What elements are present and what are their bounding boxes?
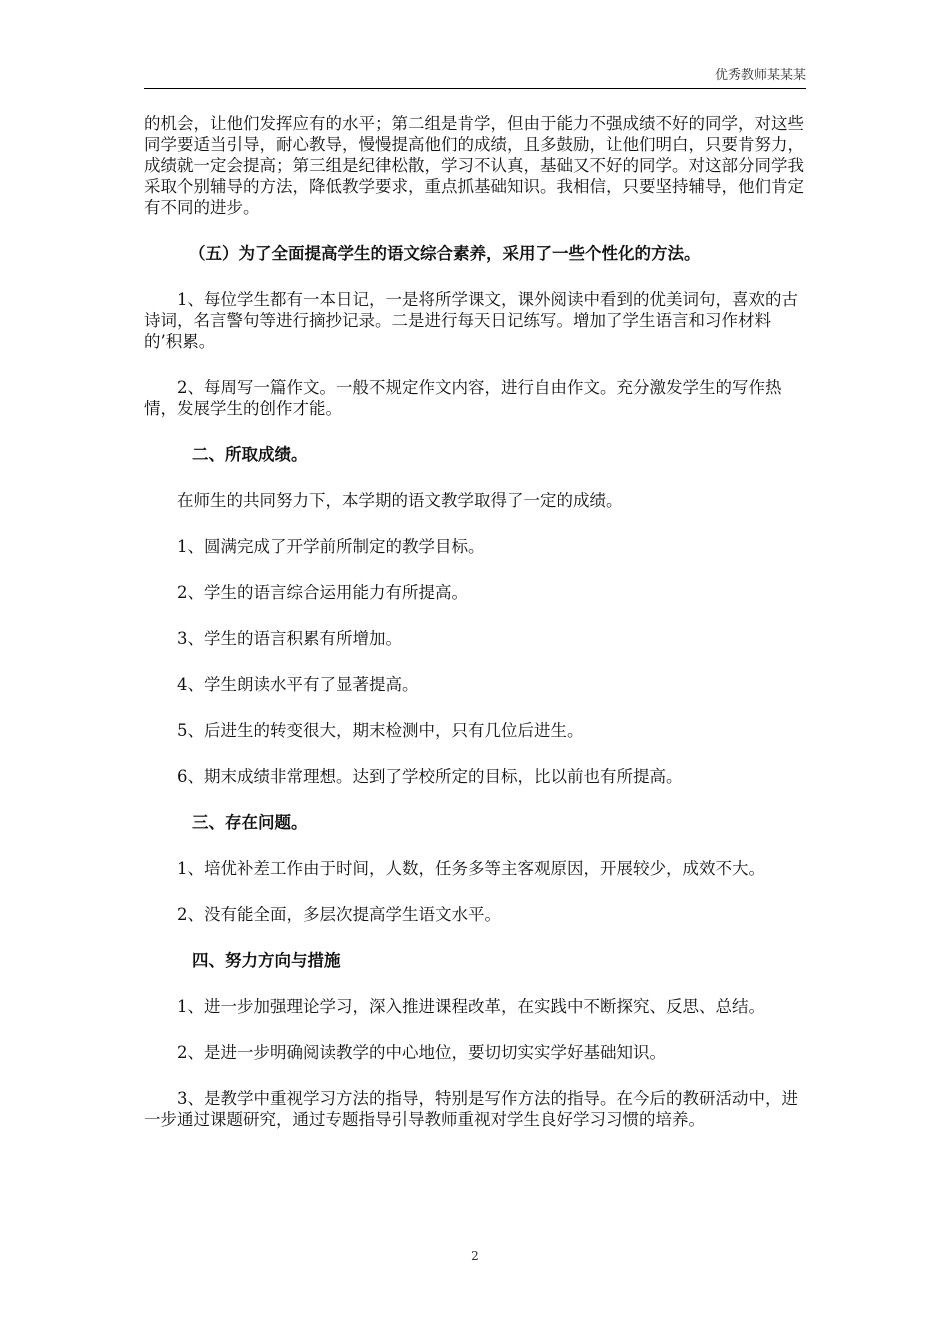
list-item-direction-2: 2、是进一步明确阅读教学的中心地位，要切切实实学好基础知识。 [177, 1043, 666, 1062]
list-item-problem-1: 1、培优补差工作由于时间，人数，任务多等主客观原因，开展较少，成效不大。 [177, 859, 765, 878]
list-item-achievement-3: 3、学生的语言积累有所增加。 [177, 629, 402, 648]
list-item-achievement-4: 4、学生朗读水平有了显著提高。 [177, 675, 419, 694]
list-item-achievement-6: 6、期末成绩非常理想。达到了学校所定的目标，比以前也有所提高。 [177, 767, 683, 786]
paragraph-weekly-essay: 2、每周写一篇作文。一般不规定作文内容，进行自由作文。充分激发学生的写作热情，发展学生的创作才能。 [144, 378, 782, 418]
heading-section-five: （五）为了全面提高学生的语文综合素养，采用了一些个性化的方法。 [189, 244, 701, 263]
heading-problems: 三、存在问题。 [192, 813, 308, 832]
paragraph-achievements-intro: 在师生的共同努力下，本学期的语文教学取得了一定的成绩。 [177, 491, 623, 510]
heading-directions: 四、努力方向与措施 [192, 951, 341, 970]
page-header [144, 58, 806, 89]
list-item-problem-2: 2、没有能全面，多层次提高学生语文水平。 [177, 905, 501, 924]
list-item-direction-3: 3、是教学中重视学习方法的指导，特别是写作方法的指导。在今后的教研活动中，进一步通过课题研究，通过专题指导引导教师重视对学生良好学习习惯的培养。 [144, 1089, 798, 1129]
document-body [144, 113, 806, 1130]
list-item-achievement-5: 5、后进生的转变很大，期末检测中，只有几位后进生。 [177, 721, 584, 740]
paragraph-diary: 1、每位学生都有一本日记，一是将所学课文，课外阅读中看到的优美词句，喜欢的古诗词，名言警句等进行摘抄记录。二是进行每天日记练写。增加了学生语言和习作材料的’积累。 [144, 290, 798, 351]
header-author-text: 优秀教师某某某 [714, 68, 806, 83]
paragraph-group-tutoring: 的机会，让他们发挥应有的水平；第二组是肯学，但由于能力不强成绩不好的同学，对这些同学要适当引导，耐心教导，慢慢提高他们的成绩，且多鼓励，让他们明白，只要肯努力，成绩就一定会提高；第三组是纪律松散，学习不认真，基础又不好的同学。对这部分同学我采取个别辅导的方法，降低教学要求，重点抓基础知识。我相信，只要坚持辅导，他们肯定有不同的进步。 [144, 114, 804, 217]
list-item-direction-1: 1、进一步加强理论学习，深入推进课程改革，在实践中不断探究、反思、总结。 [177, 997, 765, 1016]
heading-achievements: 二、所取成绩。 [192, 445, 308, 464]
list-item-achievement-1: 1、圆满完成了开学前所制定的教学目标。 [177, 537, 485, 556]
list-item-achievement-2: 2、学生的语言综合运用能力有所提高。 [177, 583, 468, 602]
page-number: 2 [471, 1249, 479, 1263]
